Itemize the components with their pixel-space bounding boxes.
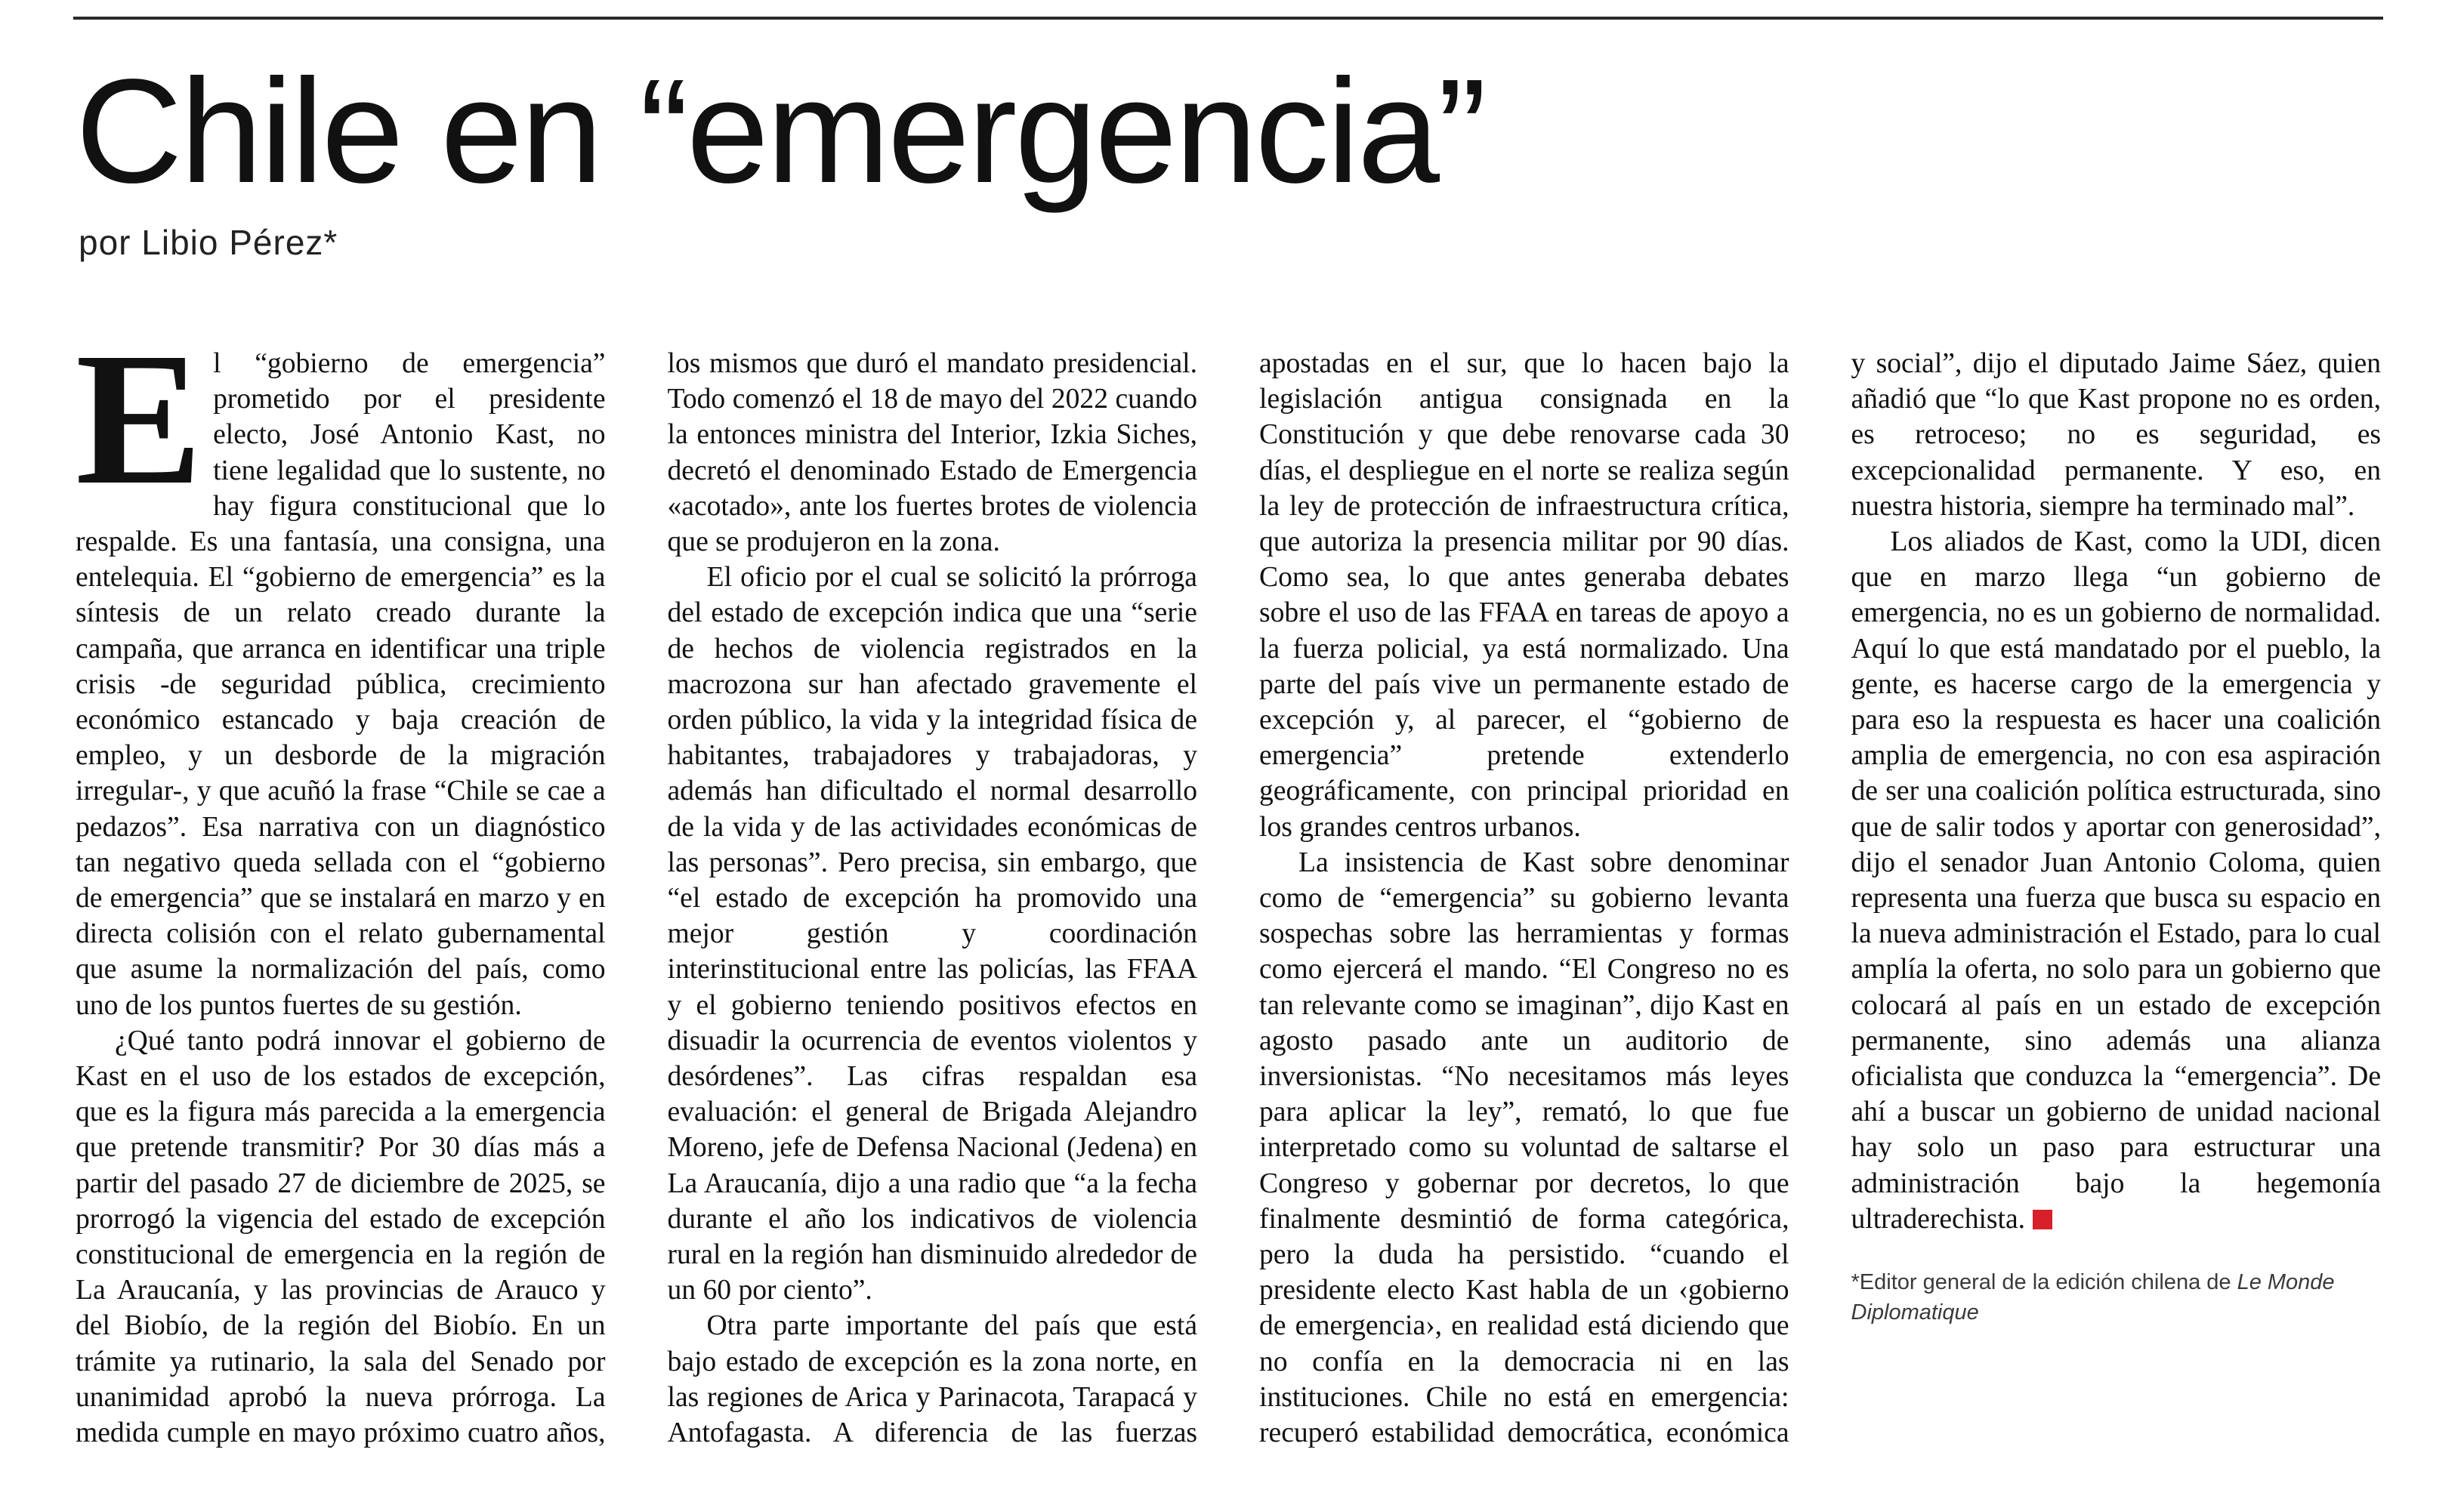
paragraph-4: Otra parte importante del país que está bajo estado de excepción es la zona norte, en las regiones de Arica y Parinacota, Tarapacá y Antofagasta. A diferencia de las fuerzas apostadas en el sur, que lo hacen bajo la legislación antigua consignada en la Constitución y que debe renovarse cada 30 días, el despliegue en el norte se realiza según la ley de protección de infraestructura crítica, que autoriza la presencia militar por 90 días. Como sea, lo que antes generaba debates sobre el uso de las FFAA en tareas de apoyo a la fuerza policial, ya está normalizado. Una parte del país vive un permanente estado de excepción y, al parecer, el “gobierno de emergencia” pretende extenderlo geográficamente, con principal prioridad en los grandes centros urbanos.: [667, 348, 1789, 1449]
footnote-publication: Le Monde Diplomatique: [1851, 1270, 2335, 1325]
top-rule: [73, 17, 2383, 20]
article-headline: Chile en “emergencia”: [76, 48, 1485, 214]
paragraph-6: [1851, 524, 2382, 1237]
article-byline: por Libio Pérez*: [79, 223, 338, 262]
author-footnote: [1851, 1267, 2382, 1328]
paragraph-3: El oficio por el cual se solicitó la prórroga del estado de excepción indica que una “serie de hechos de violencia registrados en la macrozona sur han afectado gravemente el orden público, la vida y la integridad física de habitantes, trabajadores y trabajadoras, y además han dificultado el normal desarrollo de la vida y de las actividades económicas de las personas”. Pero precisa, sin embargo, que “el estado de excepción ha promovido una mejor gestión y coordinación interinstitucional entre las policías, las FFAA y el gobierno teniendo positivos efectos en disuadir la ocurrencia de eventos violentos y desórdenes”. Las cifras respaldan esa evaluación: el general de Brigada Alejandro Moreno, jefe de Defensa Nacional (Jedena) en La Araucanía, dijo a una radio que “a la fecha durante el año los indicativos de violencia rural en la región han disminuido alrededor de un 60 por ciento”.: [667, 562, 1197, 1306]
footnote-text: *Editor general de la edición chilena de: [1851, 1270, 2231, 1295]
paragraph-1: [76, 313, 606, 1023]
end-of-article-square-icon: [2033, 1210, 2052, 1229]
drop-cap: E: [76, 313, 203, 524]
paragraph-1-text: l “gobierno de emergencia” prometido por el presidente electo, José Antonio Kast, no tiene legalidad que lo sustente, no hay figura constitucional que lo respalde. Es una fantasía, una consigna, una entelequia. El “gobierno de emergencia” es la síntesis de un relato creado durante la campaña, que arranca en identificar una triple crisis -de seguridad pública, crecimiento económico estancado y baja creación de empleo, y un desborde de la migración irregular-, y que acuñó la frase “Chile se cae a pedazos”. Esa narrativa con un diagnóstico tan negativo queda sellada con el “gobierno de emergencia” que se instalará en marzo y en directa colisión con el relato gubernamental que asume la normalización del país, como uno de los puntos fuertes de su gestión.: [76, 348, 606, 1021]
paragraph-2: ¿Qué tanto podrá innovar el gobierno de Kast en el uso de los estados de excepción, que es la figura más parecida a la emergencia que pretende transmitir? Por 30 días más a partir del pasado 27 de diciembre de 2025, se prorrogó la vigencia del estado de excepción constitucional de emergencia en la región de La Araucanía, y las provincias de Arauco y del Biobío, de la región del Biobío. En un trámite ya rutinario, la sala del Senado por unanimidad aprobó la nueva prórroga. La medida cumple en mayo próximo cuatro años, los mismos que duró el mandato presidencial. Todo comenzó el 18 de mayo del 2022 cuando la entonces ministra del Interior, Izkia Siches, decretó el denominado Estado de Emergencia «acotado», ante los fuertes brotes de violencia que se produjeron en la zona.: [76, 348, 1197, 1449]
article-body: [76, 313, 2381, 1471]
paragraph-6-text: Los aliados de Kast, como la UDI, dicen que en marzo llega “un gobierno de emergencia, no es un gobierno de normalidad. Aquí lo que está mandatado por el pueblo, la gente, es hacerse cargo de la emergencia y para eso la respuesta es hacer una coalición amplia de emergencia, no con esa aspiración de ser una coalición política estructurada, sino que de salir todos y aportar con generosidad”, dijo el senador Juan Antonio Coloma, quien representa una fuerza que busca su espacio en la nueva administración el Estado, para lo cual amplía la oferta, no solo para un gobierno que colocará al país en un estado de excepción permanente, sino además una alianza oficialista que conduzca la “emergencia”. De ahí a buscar un gobierno de unidad nacional hay solo un paso para estructurar una administración bajo la hegemonía ultraderechista.: [1851, 526, 2381, 1235]
paragraph-5: La insistencia de Kast sobre denominar como de “emergencia” su gobierno levanta sospechas sobre las herramientas y formas como ejercerá el mando. “El Congreso no es tan relevante como se imaginan”, dijo Kast en agosto pasado ante un auditorio de inversionistas. “No necesitamos más leyes para aplicar la ley”, remató, lo que fue interpretado como su voluntad de saltarse el Congreso y gobernar por decretos, lo que finalmente desmintió de forma categórica, pero la duda ha persistido. “cuando el presidente electo Kast habla de un ‹gobierno de emergencia›, en realidad está diciendo que no confía en la democracia ni en las instituciones. Chile no está en emergencia: recuperó estabilidad democrática, económica y social”, dijo el diputado Jaime Sáez, quien añadió que “lo que Kast propone no es orden, es retroceso; no es seguridad, es excepcionalidad permanente. Y eso, en nuestra historia, siempre ha terminado mal”.: [1259, 348, 2381, 1449]
